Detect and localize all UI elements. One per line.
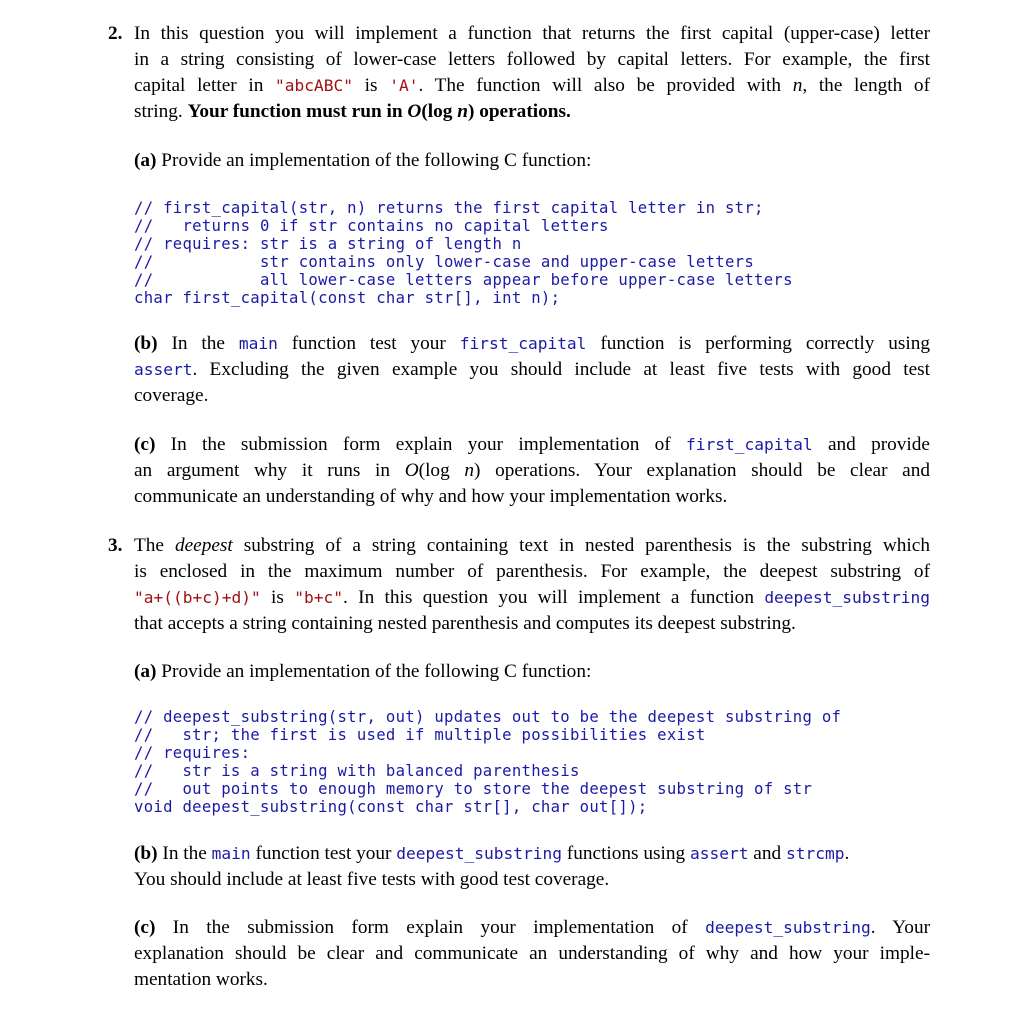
- q3-part-c-line-3: mentation works.: [134, 969, 268, 990]
- question-2-number: 2.: [108, 23, 123, 44]
- q3-part-a-heading: [134, 661, 591, 683]
- code-line: // first_capital(str, n) returns the first capital letter in str;: [134, 199, 764, 217]
- q2-part-b-line-3: coverage.: [134, 385, 209, 406]
- text: is: [353, 75, 390, 96]
- q2-part-c-line-2: [134, 460, 930, 482]
- q3-part-c-line-2: explanation should be clear and communicate an understanding of why and how your imple-: [134, 943, 930, 964]
- requirement-text: Your function must run in: [187, 101, 408, 122]
- math-o: O: [404, 460, 419, 481]
- code-main: main: [211, 844, 251, 863]
- code-function-name: deepest_substring: [705, 918, 871, 937]
- math-n: n: [464, 460, 475, 481]
- text: function test your: [250, 843, 397, 864]
- text: substring of a string containing text in nested parenthesis is the substring which: [232, 535, 930, 556]
- part-label: (c): [134, 434, 156, 455]
- math-o: O: [407, 101, 422, 122]
- code-line: // str is a string with balanced parenthesis: [134, 762, 580, 780]
- q3-line-4: that accepts a string containing nested parenthesis and computes its deepest substring.: [134, 613, 796, 634]
- code-function-name: first_capital: [685, 435, 813, 454]
- code-function-name: deepest_substring: [396, 844, 562, 863]
- code-line: char first_capital(const char str[], int n);: [134, 289, 561, 307]
- code-function-name: first_capital: [459, 334, 587, 353]
- text: function is performing correctly using: [586, 333, 930, 354]
- text: functions using: [561, 843, 690, 864]
- code-line: // requires:: [134, 744, 251, 762]
- text: In the submission form explain your implementation of: [155, 434, 686, 455]
- code-line: // requires: str is a string of length n: [134, 235, 522, 253]
- code-line: // out points to enough memory to store the deepest substring of str: [134, 780, 813, 798]
- q3-part-b-line-2: You should include at least five tests with good test coverage.: [134, 869, 610, 890]
- text: is: [260, 587, 295, 608]
- question-3-number: 3.: [108, 535, 123, 556]
- q2-line-2: in a string consisting of lower-case letters followed by capital letters. For example, the first: [134, 49, 930, 70]
- text: an argument why it runs in: [134, 460, 405, 481]
- text: capital letter in: [134, 75, 276, 96]
- q2-part-a-heading: [134, 150, 591, 172]
- part-label: (b): [134, 843, 158, 864]
- q2-code-block: [134, 199, 793, 307]
- math-log: (log: [418, 460, 465, 481]
- math-n: n: [792, 75, 803, 96]
- string-literal: "abcABC": [275, 76, 353, 95]
- q2-part-c-line-3: communicate an understanding of why and how your implementation works.: [134, 486, 728, 507]
- code-line: // returns 0 if str contains no capital letters: [134, 217, 609, 235]
- code-line: // deepest_substring(str, out) updates out to be the deepest substring of: [134, 708, 842, 726]
- part-label: (a): [134, 661, 157, 682]
- text: and: [748, 843, 786, 864]
- part-label: (a): [134, 150, 157, 171]
- text: .: [844, 843, 850, 864]
- code-assert: assert: [690, 844, 749, 863]
- part-label: (b): [134, 333, 158, 354]
- text: . Excluding the given example you should include at least five tests with good test: [192, 359, 930, 380]
- math-log: (log: [421, 101, 458, 122]
- part-label: (c): [134, 917, 156, 938]
- text: In the: [157, 843, 212, 864]
- text: ) operations. Your explanation should be clear and: [474, 460, 930, 481]
- code-main: main: [238, 334, 278, 353]
- q3-line-3: [134, 587, 930, 609]
- q3-part-c-line-1: [134, 917, 930, 939]
- q3-part-b-line-1: [134, 843, 849, 865]
- string-literal: "b+c": [294, 588, 343, 607]
- text: . The function will also be provided with: [418, 75, 793, 96]
- text: Provide an implementation of the following C function:: [156, 661, 592, 682]
- text: In the submission form explain your implementation of: [155, 917, 706, 938]
- code-function-name: deepest_substring: [764, 588, 930, 607]
- text: Provide an implementation of the following C function:: [156, 150, 592, 171]
- math-n: n: [457, 101, 468, 122]
- q2-line-3: [134, 75, 930, 97]
- text: . In this question you will implement a function: [342, 587, 765, 608]
- q3-code-block: [134, 708, 841, 816]
- q3-line-1: [134, 535, 930, 557]
- code-strcmp: strcmp: [785, 844, 845, 863]
- code-assert: assert: [134, 360, 193, 379]
- text: , the length of: [802, 75, 930, 96]
- q2-part-c-line-1: [134, 434, 930, 456]
- text: function test your: [277, 333, 460, 354]
- code-line: // all lower-case letters appear before upper-case letters: [134, 271, 793, 289]
- code-line: // str; the first is used if multiple possibilities exist: [134, 726, 706, 744]
- string-literal: "a+((b+c)+d)": [134, 588, 261, 607]
- emphasis: deepest: [174, 535, 233, 556]
- q2-part-b-line-2: [134, 359, 930, 381]
- code-line: // str contains only lower-case and upper-case letters: [134, 253, 755, 271]
- char-literal: 'A': [389, 76, 419, 95]
- text: and provide: [812, 434, 930, 455]
- text: The: [134, 535, 175, 556]
- q2-line-1: In this question you will implement a function that returns the first capital (upper-case) letter: [134, 23, 930, 44]
- requirement-text: ) operations.: [467, 101, 571, 122]
- text: . Your: [870, 917, 931, 938]
- text: string.: [134, 101, 188, 122]
- q2-line-4: [134, 101, 571, 123]
- code-line: void deepest_substring(const char str[], char out[]);: [134, 798, 648, 816]
- text: In the: [157, 333, 239, 354]
- q2-part-b-line-1: [134, 333, 930, 355]
- q3-line-2: is enclosed in the maximum number of parenthesis. For example, the deepest substring of: [134, 561, 930, 582]
